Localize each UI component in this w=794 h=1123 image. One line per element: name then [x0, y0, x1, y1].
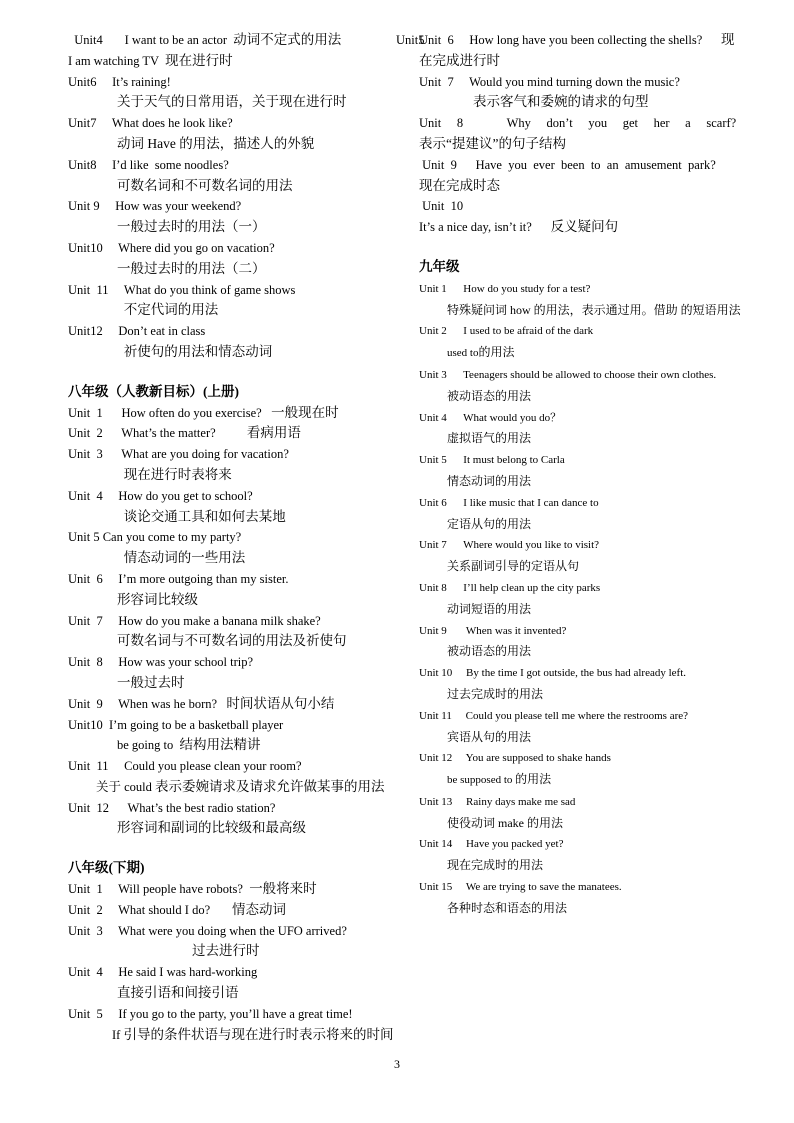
list-item: Unit10 I’m going to be a basketball player: [68, 717, 284, 732]
list-item: Unit 2 What should I do? 情态动词: [68, 901, 286, 917]
list-item: Unit 6 How long have you been collecting the shells? 现: [419, 32, 735, 47]
list-item: Unit 1 Will people have robots? 一般将来时: [68, 881, 317, 897]
list-item: 过去完成时的用法: [447, 686, 544, 701]
list-item: Unit 8 I’ll help clean up the city parks: [419, 581, 601, 594]
list-item: Unit 3 What are you doing for vacation?: [68, 447, 289, 462]
list-item: Unit 12 You are supposed to shake hands: [419, 752, 611, 765]
list-item: I am watching TV 现在进行时: [68, 52, 233, 68]
list-item: Unit 5 If you go to the party, you’ll have a great time!: [68, 1006, 353, 1021]
list-item: 动词 Have 的用法，描述人的外貌: [117, 135, 315, 151]
list-item: 关于天气的日常用语，关于现在进行时: [117, 94, 347, 110]
list-item: 被动语态的用法: [447, 388, 532, 403]
list-item: Unit 11 Could you please tell me where the restrooms are?: [419, 709, 689, 722]
list-item: Unit 2 I used to be afraid of the dark: [419, 325, 594, 338]
list-item: 宾语从句的用法: [447, 729, 532, 744]
list-item: be supposed to 的用法: [447, 772, 552, 787]
list-item: Unit 9 How was your weekend?: [68, 199, 242, 214]
list-item: Unit 15 We are trying to save the manatees.: [419, 881, 622, 894]
list-item: 不定代词的用法: [117, 302, 219, 318]
list-item: Unit 8 How was your school trip?: [68, 655, 254, 670]
list-item: Unit 7 Would you mind turning down the music?: [419, 74, 680, 89]
list-item: 动词短语的用法: [447, 601, 532, 616]
list-item: 表示“提建议”的句子结构: [419, 135, 566, 151]
list-item: 虚拟语气的用法: [447, 431, 532, 446]
list-item: Unit 1 How do you study for a test?: [419, 282, 591, 295]
section-heading-grade8-upper: 八年级（人教新目标）(上册): [68, 383, 239, 399]
list-item: 使役动词 make 的用法: [447, 815, 563, 830]
list-item: Unit 4 He said I was hard-working: [68, 965, 258, 980]
list-item: 定语从句的用法: [447, 516, 532, 531]
list-item: Unit 3 What were you doing when the UFO arrived?: [68, 923, 347, 938]
list-item: 关系副词引导的定语从句: [447, 559, 580, 574]
list-item: 现在完成时态: [419, 177, 500, 193]
section-heading-grade8-lower: 八年级(下期): [68, 860, 145, 876]
list-item: 现在进行时表将来: [117, 466, 232, 482]
list-item: Unit 13 Rainy days make me sad: [419, 795, 576, 808]
list-item: Unit 4 What would you do？: [419, 411, 562, 424]
left-column: [68, 30, 408, 1045]
list-item: Unit7 What does he look like?: [68, 116, 233, 131]
list-item: 关于 could 表示委婉请求及请求允许做某事的用法: [96, 778, 385, 794]
list-item: Unit 6 I like music that I can dance to: [419, 496, 599, 509]
list-item: Unit6 It’s raining!: [68, 74, 171, 89]
overlap-unit-label: Unit5: [396, 33, 425, 47]
list-item: used to的用法: [447, 345, 515, 360]
grade8-lower-continued-list: [419, 30, 771, 238]
list-item: Unit 5 Can you come to my party?: [68, 530, 242, 545]
list-item: Unit 11 Could you please clean your room?: [68, 759, 302, 774]
list-item: Unit 8 Why don’t you get her a scarf?: [419, 116, 737, 131]
grade8-upper-list: [68, 403, 408, 840]
right-column: [419, 30, 771, 919]
list-item: 祈使句的用法和情态动词: [117, 343, 273, 359]
list-item: Unit 9 Have you ever been to an amusement park?: [419, 157, 716, 172]
grade7-list: [68, 30, 408, 363]
list-item: Unit 7 How do you make a banana milk shake?: [68, 613, 321, 628]
list-item: 表示客气和委婉的请求的句型: [473, 94, 649, 110]
list-item: 可数名词和不可数名词的用法: [117, 177, 293, 193]
section-heading-grade9: 九年级: [419, 258, 460, 274]
list-item: 被动语态的用法: [447, 644, 532, 659]
page-number: 3: [394, 1057, 400, 1071]
list-item: Unit 7 Where would you like to visit?: [419, 539, 600, 552]
list-item: If 引导的条件状语与现在进行时表示将来的时间: [112, 1026, 394, 1042]
list-item: Unit4 I want to be an actor 动词不定式的用法: [68, 32, 342, 47]
list-item: Unit 6 I’m more outgoing than my sister.: [68, 571, 289, 586]
list-item: Unit 3 Teenagers should be allowed to choose their own clothes.: [419, 368, 717, 381]
list-item: Unit 9 When was he born? 时间状语从句小结: [68, 695, 335, 711]
list-item: 过去进行时: [192, 943, 260, 959]
list-item: Unit10 Where did you go on vacation?: [68, 240, 275, 255]
list-item: Unit12 Don’t eat in class: [68, 324, 206, 339]
list-item: Unit 4 How do you get to school?: [68, 488, 253, 503]
grade8-lower-list: [68, 879, 408, 1045]
list-item: Unit 10 By the time I got outside, the bus had already left.: [419, 667, 687, 680]
list-item: 情态动词的用法: [447, 473, 532, 488]
list-item: It’s a nice day, isn’t it? 反义疑问句: [419, 219, 619, 235]
list-item: 可数名词与不可数名词的用法及祈使句: [117, 633, 347, 649]
list-item: 情态动词的一些用法: [117, 550, 246, 566]
list-item: Unit 2 What’s the matter? 看病用语: [68, 425, 301, 441]
list-item: 特殊疑问词 how 的用法，表示通过用。借助 的短语用法: [447, 302, 741, 317]
list-item: Unit 14 Have you packed yet?: [419, 838, 564, 851]
list-item: Unit 5 It must belong to Carla: [419, 454, 565, 467]
list-item: Unit 1 How often do you exercise? 一般现在时: [68, 404, 339, 420]
list-item: 一般过去时的用法（一）: [117, 219, 266, 235]
list-item: 现在完成时的用法: [447, 858, 544, 873]
list-item: 直接引语和间接引语: [117, 985, 239, 1001]
list-item: 形容词和副词的比较级和最高级: [117, 820, 306, 836]
list-item: 一般过去时: [117, 674, 185, 690]
list-item: be going to 结构用法精讲: [117, 737, 261, 753]
list-item: Unit 12 What’s the best radio station?: [68, 800, 276, 815]
list-item: 形容词比较级: [117, 591, 198, 607]
grade9-list: [419, 278, 771, 919]
list-item: 谈论交通工具和如何去某地: [117, 508, 286, 524]
list-item: Unit8 I’d like some noodles?: [68, 157, 229, 172]
list-item: 各种时态和语态的用法: [447, 900, 568, 915]
list-item: Unit 11 What do you think of game shows: [68, 282, 296, 297]
list-item: Unit 10: [419, 199, 464, 214]
list-item: 一般过去时的用法（二）: [117, 260, 266, 276]
list-item: 在完成进行时: [419, 52, 500, 68]
list-item: Unit 9 When was it invented?: [419, 624, 567, 637]
